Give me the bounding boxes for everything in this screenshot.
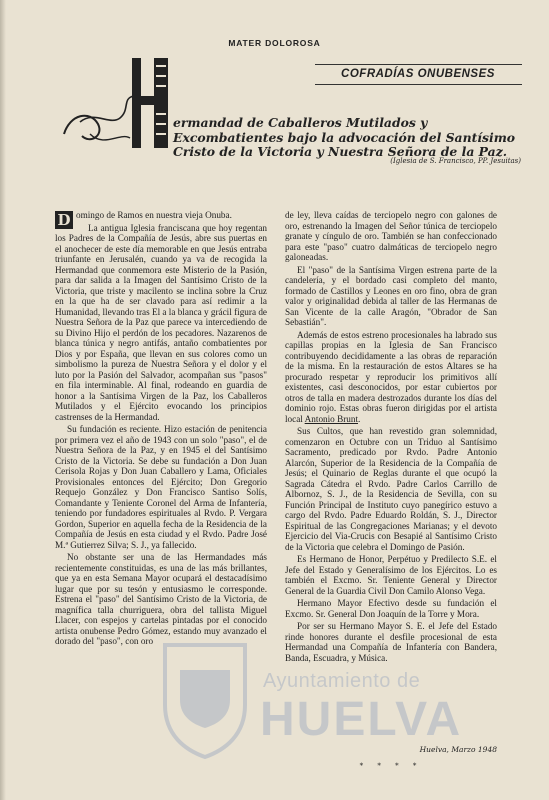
dropcap-d: D — [55, 211, 73, 229]
paragraph: No obstante ser una de las Hermandades más recientemente constituidas, es una de las más brillantes, que ya en esta Semana Mayor ocupará el destacadísimo lugar que por su tesón y entusiasmo le corresponde. Estrena el "paso" del Santísimo Cristo de la Victoria, de magnífica talla churriguera, obra del tallista Miguel Llacer, con espejos y cartelas pintadas por el conocido artista onubense Pedro Gómez, estando muy avanzado el dorado del "paso", con oro — [55, 552, 267, 646]
paragraph: Es Hermano de Honor, Perpétuo y Predilecto S.E. el Jefe del Estado y Generalísimo de los Ejércitos. Lo es también el Excmo. Sr. Teniente General y Director General de la Guardia Civil Don Camilo Alonso Vega. — [285, 554, 497, 596]
opening-text: omingo de Ramos en nuestra vieja Onuba. — [76, 210, 232, 220]
page-edge-shadow — [0, 0, 6, 800]
section-rule-bottom — [315, 84, 522, 85]
attribution: (Iglesia de S. Francisco, PP. Jesuitas) — [390, 157, 521, 165]
heading-text: ermandad de Caballeros Mutilados y Excombatientes bajo la advocación del Santísimo Cristo de la Victoria y Nuestra Señora de la Paz. — [173, 115, 516, 159]
paragraph-end: . — [358, 413, 361, 424]
closing-stars: * * * * — [359, 762, 423, 770]
right-column — [285, 210, 497, 665]
coat-of-arms-icon — [160, 640, 250, 760]
paragraph: El "paso" de la Santísima Virgen estrena parte de la candelería, y el bordado casi completo del manto, formado de Castillos y Leones en oro fino, obra de gran valor y originalidad debida al taller de las Hermanas de San Vicente de la calle Aragón, "Obrador de San Sebastián". — [285, 264, 497, 327]
paragraph: Por ser su Hermano Mayor S. E. el Jefe del Estado rinde honores durante el desfile procesional de esta Hermandad una Compañía de Infantería con Bandera, Banda, Escuadra, y Música. — [285, 621, 497, 663]
paragraph: de ley, lleva caídas de terciopelo negro con galones de oro, estrenando la Imagen del Señor túnica de terciopelo granate y cíngulo de oro. También se han confeccionado para este "paso" cuatro dalmáticas de terciopelo negro galoneadas. — [285, 210, 497, 262]
paragraph: Sus Cultos, que han revestido gran solemnidad, comenzaron en Octubre con un Triduo al Santísimo Sacramento, predicado por Rvdo. Padre Antonio Alarcón, Superior de la Residencia de la Compañía de Jesús; el Quinario de Reglas durante el que ocupó la Sagrada Cátedra el Rvdo. Padre Carlos Carrillo de Albornoz, S. J., de la Residencia de Sevilla, con su Función Principal de Instituto cuyo panegírico estuvo a cargo del Rvdo. Padre Eduardo Roldán, S. J., Director Espiritual de las Congregaciones Marianas; y el devoto Ejercicio del Via-Crucis con Besapié al Santísimo Cristo de la Victoria que celebra el Domingo de Pasión. — [285, 426, 497, 552]
article-heading — [173, 116, 523, 160]
ornamental-initial-h — [60, 52, 170, 162]
section-rule-top — [315, 64, 522, 65]
paragraph — [285, 330, 497, 425]
signature — [285, 745, 497, 770]
artist-name: Antonio Brunt — [304, 413, 358, 424]
watermark-line2: HUELVA — [260, 693, 463, 746]
section-title: COFRADÍAS ONUBENSES — [341, 68, 495, 80]
watermark-line1: Ayuntamiento de — [263, 670, 421, 692]
place-date: Huelva, Marzo 1948 — [419, 745, 497, 754]
paragraph: Hermano Mayor Efectivo desde su fundación el Excmo. Sr. General Don Joaquín de la Torre y Mora. — [285, 598, 497, 619]
paragraph-opening — [55, 210, 267, 229]
left-column — [55, 210, 267, 649]
magazine-title: MATER DOLOROSA — [228, 38, 321, 48]
paragraph-text: Además de estos estreno procesionales ha labrado sus capillas propias en la Iglesia de San Francisco contribuyendo decididamente a las obras de reparación de la misma. En la restauración de estos Altares se ha procurado respetar y reproducir los primitivos allí existentes, casi desconocidos, por estar cubiertos por otros de talla en madera destrozados durante los días del dominio rojo. Estas obras fueron dirigidas por el artista local — [285, 329, 497, 424]
paragraph: Su fundación es reciente. Hizo estación de penitencia por primera vez el año de 1943 con un solo "paso", el de Nuestra Señora de la Paz, y en 1945 el del Santísimo Cristo de la Victoria. Se debe su fundación a Don Juan Cerisola Rojas y Don Juan Caballero y Lama, Oficiales Provisionales entonces del Ejército; Don Gregorio Requejo González y Don Francisco Santiso Solís, Comandante y Teniente Coronel del Arma de Infantería, teniendo por fundadores espirituales al Rvdo. P. Vergara Gordon, Superior en aquella fecha de la Residencia de la Compañía de Jesús en esta ciudad y el Rvdo. Padre José M.ª Gutierrez Silva; S. J., ya fallecido. — [55, 424, 267, 550]
paragraph: La antigua Iglesia franciscana que hoy regentan los Padres de la Compañía de Jesús, abre sus puertas en el anochecer de este día memorable en que Jesús entraba triunfante en Jerusalén, cuando ya va de recogida la Hermandad que conmemora este Misterio de la Pasión, para dar salida a la Imagen del Santísimo Cristo de la Victoria, que triste y macilento se inclina sobre la Cruz en la que ha de ser clavado para así redimir a la Humanidad, llevando tras El a la blanca y grácil figura de Nuestra Señora de la Paz que parece va intercediendo de su Divino Hijo el perdón de los pecadores. Nazarenos de blanca túnica y negro antifás, antaño combatientes por Dios y por España, que llevan en sus colores como un simbolismo la pureza de Nuestra Señora y el dolor y el luto por la Pasión del Salvador, acompañan sus "pasos" en fila interminable. Al final, rodeando en guardia de honor a la Santísima Virgen de la Paz, los Caballeros Mutilados y el Ejército evocando los principios castrenses de la Hermandad. — [55, 222, 267, 422]
